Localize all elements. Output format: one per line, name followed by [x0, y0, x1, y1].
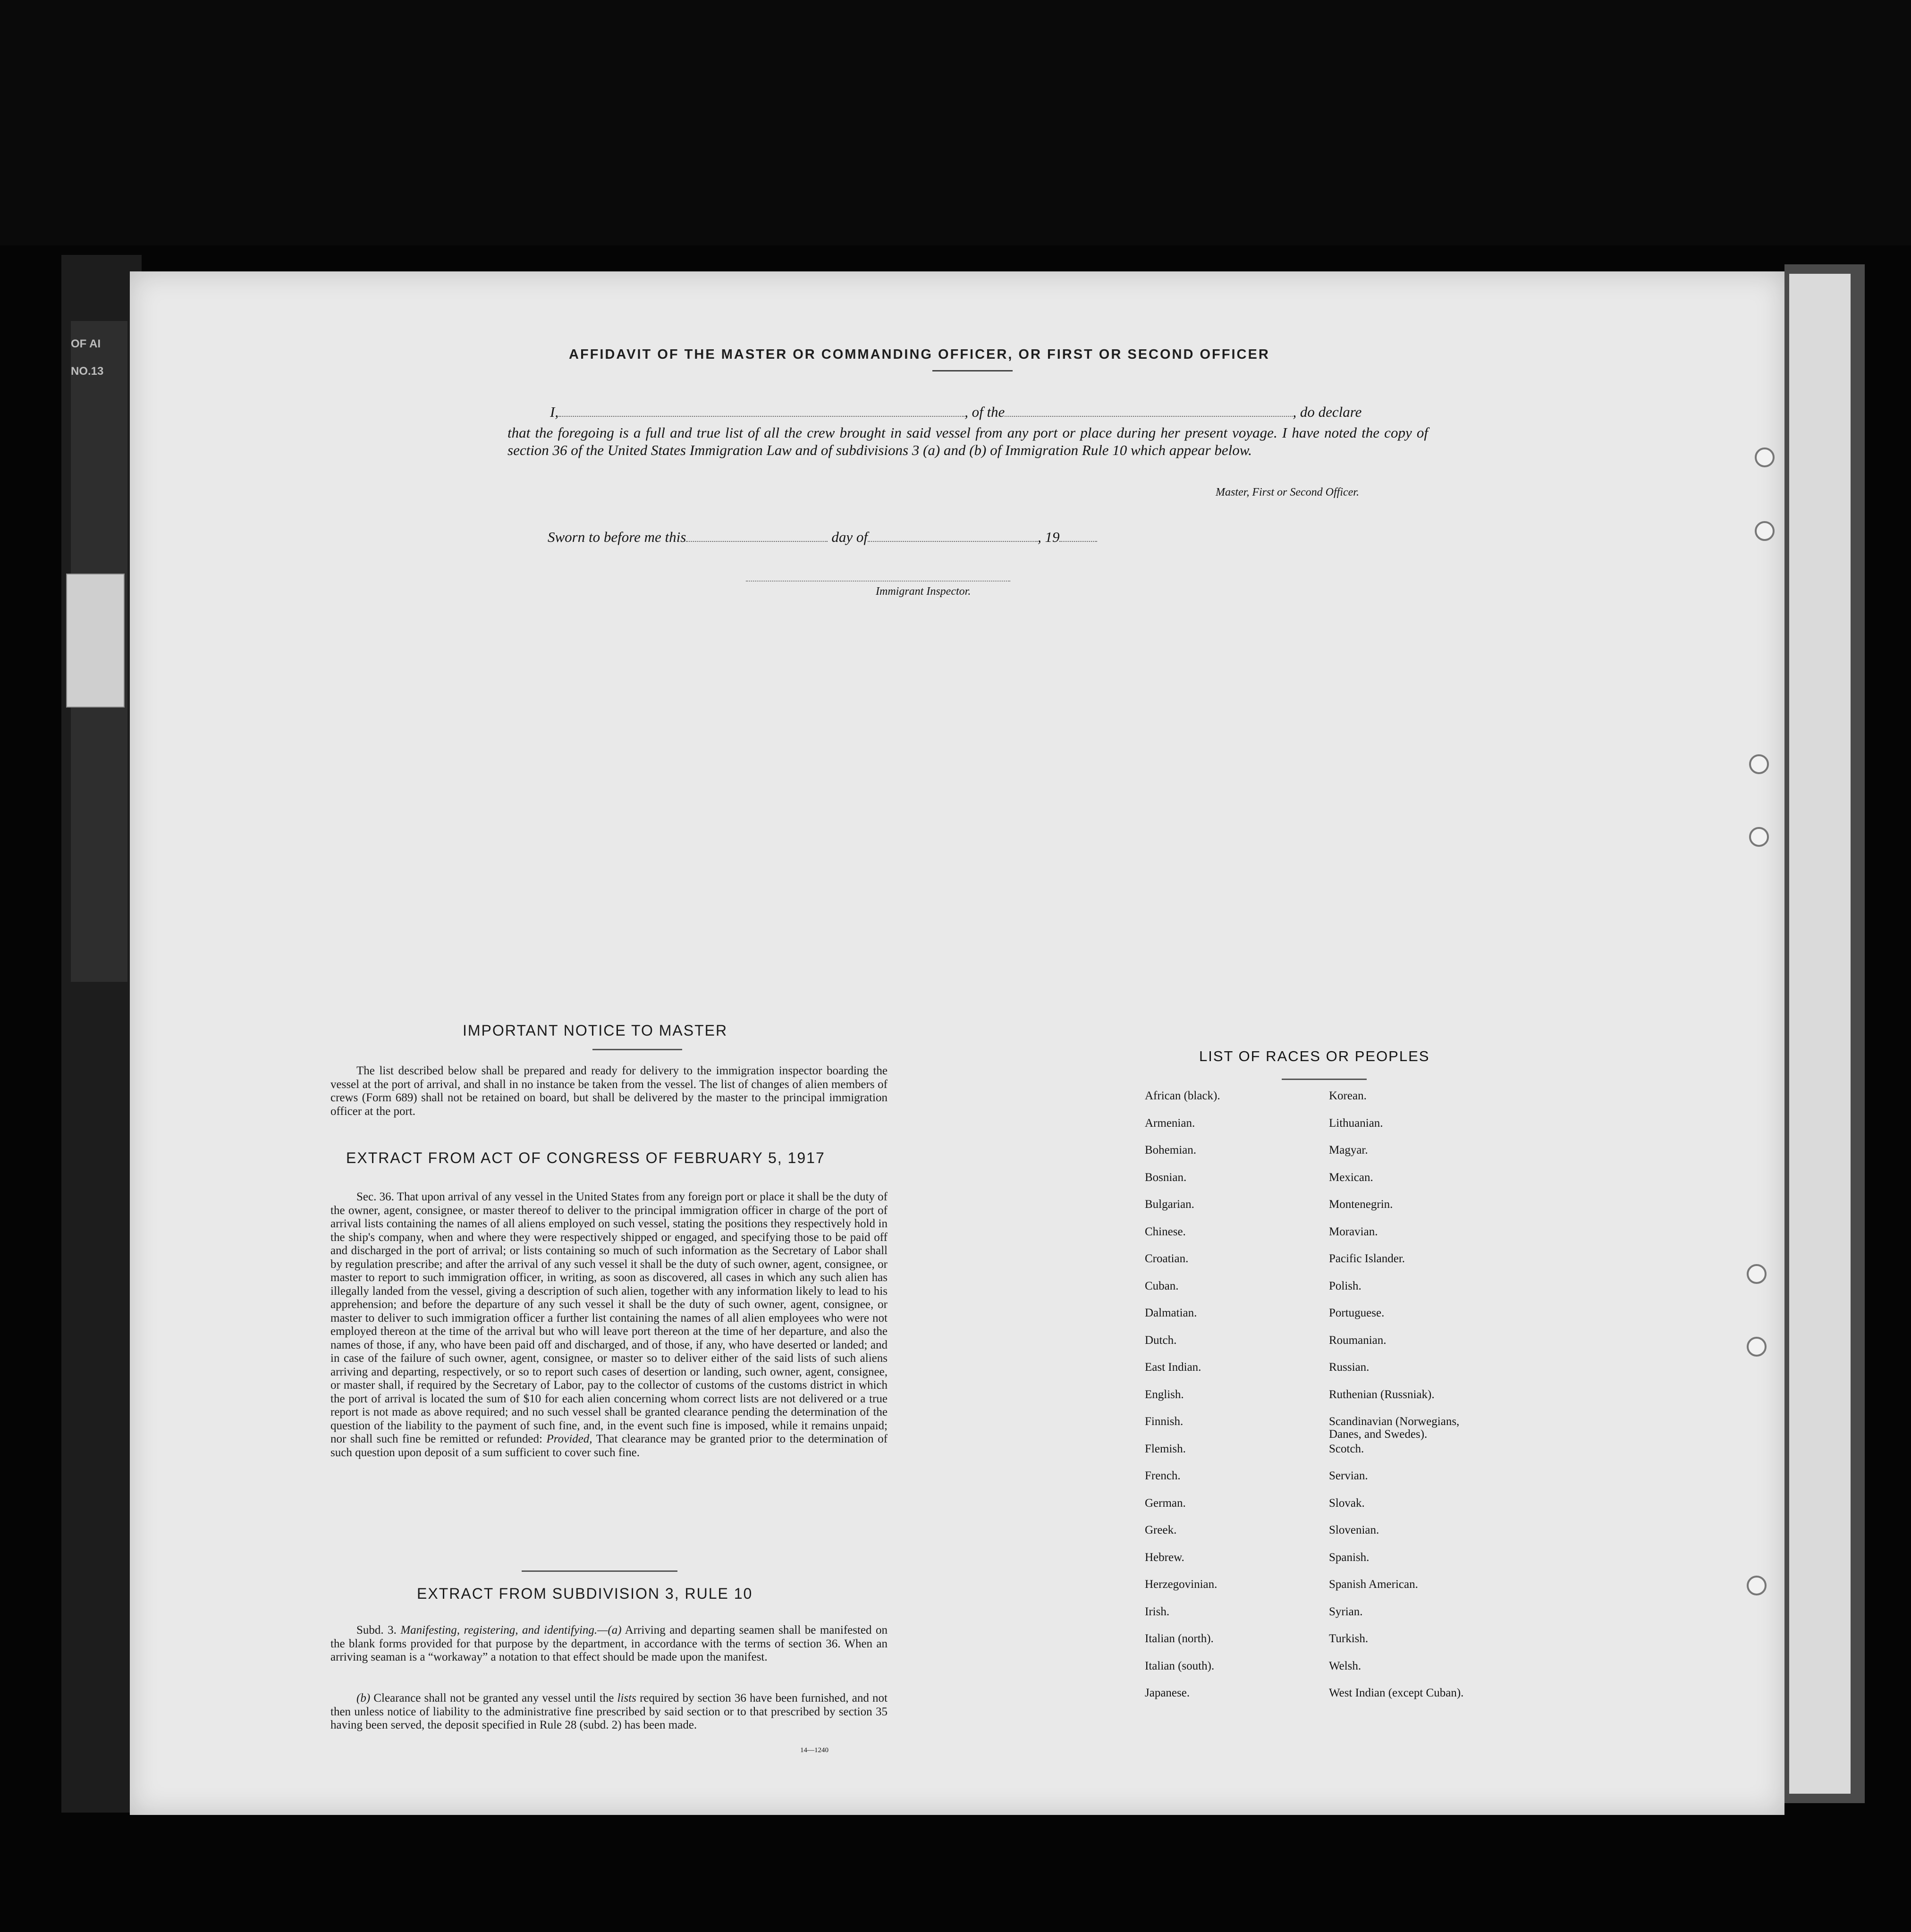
race-item: Greek.	[1145, 1524, 1177, 1536]
race-item: Bulgarian.	[1145, 1198, 1194, 1211]
race-item: Herzegovinian.	[1145, 1578, 1218, 1591]
race-item: Spanish American.	[1329, 1578, 1418, 1591]
race-item: Dutch.	[1145, 1333, 1177, 1347]
para-b-lists: lists	[617, 1692, 636, 1704]
sec-label: Sec. 36.	[356, 1190, 394, 1203]
inspector-label: Immigrant Inspector.	[876, 585, 971, 598]
race-item: Chinese.	[1145, 1225, 1186, 1238]
provided-label: Provided,	[546, 1433, 592, 1445]
act-extract-body	[330, 1190, 888, 1460]
act-body-end: That clearance may be granted prior to the determination of such question upon deposit of a sum sufficient to cover such fine.	[330, 1433, 888, 1459]
i-label: I,	[550, 404, 559, 420]
year-prefix: , 19	[1037, 529, 1060, 545]
race-item: Roumanian.	[1329, 1333, 1387, 1347]
affidavit-declaration-line	[507, 404, 1428, 421]
notice-rule	[592, 1049, 682, 1050]
act-body-text: That upon arrival of any vessel in the United States from any foreign port or place it shall be the duty of the owner, agent, consignee, or master thereof to deliver to the principal immigration officer in charge of the port of arrival lists containing the names of all aliens employed on such vessel, stating the positions they respectively hold in the ship's company, when and where they were respectively shipped or engaged, and specifying those to be paid off and discharged in the port of arrival; or lists containing so much of such information as the Secretary of Labor shall by regulation prescribe; and after the arrival of any such vessel it shall be the duty of such owner, agent, consignee, or master to report to such immigration officer, in writing, as soon as discovered, all cases in which any such alien has illegally landed from the vessel, giving a description of such alien, together with any information likely to lead to his apprehension; and before the departure of any such vessel it shall be the duty of such owner, agent, consignee, or master to deliver to such immigration officer a further list containing the names of all alien employees who were not employed thereon at the time of the arrival but who will leave port thereon at the time of her departure, and also the names of those, if any, who have been paid off and discharged, and of those, if any, who have deserted or landed; and in case of the failure of such owner, agent, consignee, or master so to deliver either of the said lists of such aliens arriving and departing, respectively, or so to report such cases of desertion or landing, such owner, agent, consignee, or master shall, if required by the Secretary of Labor, pay to the collector of customs of the customs district in which the port of arrival is located the sum of $10 for each alien concerning whom correct lists are not delivered or a true report is not made as above required; and no such vessel shall be granted clearance pending the determination of the question of the liability to the payment of such fine, and, in the event such fine is imposed, while it remains unpaid; nor shall such fine be remitted or refunded:	[330, 1190, 888, 1445]
race-item: Cuban.	[1145, 1279, 1179, 1292]
adjacent-page-line-2: NO.13	[71, 365, 104, 378]
binder-hole	[1747, 1264, 1767, 1284]
adjacent-page-line-1: OF AI	[71, 337, 101, 350]
race-item: Russian.	[1329, 1361, 1370, 1374]
notice-body: The list described below shall be prepared and ready for delivery to the immigration inspector boarding the vessel at the port of arrival, and shall in no instance be taken from the vessel. The list of changes of alien members of crews (Form 689) shall not be retained on board, but shall be delivered by the master to the principal immigration officer at the port.	[330, 1064, 888, 1118]
race-item: Welsh.	[1329, 1659, 1361, 1672]
binder-hole	[1749, 827, 1769, 847]
affidavit-title: AFFIDAVIT OF THE MASTER OR COMMANDING OFFICER, OR FIRST OR SECOND OFFICER	[569, 347, 1270, 362]
inspector-signature-line	[746, 581, 1010, 582]
affidavit-body: that the foregoing is a full and true list of all the crew brought in said vessel from any port or place during her present voyage. I have noted the copy of section 36 of the United States Immigration Law and of subdivisions 3 (a) and (b) of Immigration Rule 10 which appear below.	[507, 424, 1428, 458]
rule-extract-top-rule	[522, 1570, 677, 1572]
race-item: East Indian.	[1145, 1361, 1201, 1374]
race-item: Polish.	[1329, 1279, 1361, 1292]
race-item: African (black).	[1145, 1089, 1220, 1102]
race-item: Montenegrin.	[1329, 1198, 1393, 1211]
day-field[interactable]	[686, 529, 828, 542]
do-declare-label: , do declare	[1293, 404, 1362, 420]
para-b-text-1: Clearance shall not be granted any vessel until the	[373, 1692, 614, 1704]
year-field[interactable]	[1059, 529, 1097, 542]
of-the-label: , of the	[964, 404, 1005, 420]
binder-hole	[1755, 521, 1775, 541]
notice-title: IMPORTANT NOTICE TO MASTER	[463, 1022, 728, 1039]
b-label: (b)	[356, 1692, 371, 1704]
race-item: Moravian.	[1329, 1225, 1378, 1238]
race-item: Dalmatian.	[1145, 1307, 1197, 1319]
document-page	[130, 271, 1784, 1815]
races-rule	[1282, 1079, 1367, 1080]
race-item: Slovenian.	[1329, 1524, 1379, 1536]
race-item: Japanese.	[1145, 1687, 1190, 1699]
day-of-label: day of	[831, 529, 868, 545]
race-item: Hebrew.	[1145, 1551, 1184, 1564]
month-field[interactable]	[868, 529, 1038, 542]
signature-label: Master, First or Second Officer.	[1216, 486, 1359, 498]
binder-hole	[1747, 1337, 1767, 1357]
races-title: LIST OF RACES OR PEOPLES	[1199, 1048, 1430, 1064]
name-field[interactable]	[558, 404, 964, 417]
race-item: Syrian.	[1329, 1605, 1363, 1618]
races-left-column	[1145, 1089, 1220, 1714]
binder-hole	[1749, 754, 1769, 774]
rule-extract-title: EXTRACT FROM SUBDIVISION 3, RULE 10	[417, 1585, 753, 1602]
race-item: French.	[1145, 1469, 1181, 1482]
sworn-label: Sworn to before me this	[548, 529, 686, 545]
binder-hole	[1755, 447, 1775, 467]
rule-extract-para-b	[330, 1692, 888, 1732]
form-code: 14—1240	[800, 1746, 829, 1754]
para-b-text-2: required by section 36 have been furnished, and not then unless notice of liability to the administrative fine prescribed by said section or to that prescribed by section 35 having been served, the deposit specified in Rule 28 (subd. 2) has been made.	[330, 1692, 888, 1731]
race-item: Spanish.	[1329, 1551, 1370, 1564]
stamp-label	[66, 574, 125, 708]
race-item: Pacific Islander.	[1329, 1252, 1405, 1265]
race-item: Portuguese.	[1329, 1307, 1385, 1319]
race-item: Servian.	[1329, 1469, 1368, 1482]
act-extract-title: EXTRACT FROM ACT OF CONGRESS OF FEBRUARY 5, 1917	[346, 1149, 825, 1166]
race-item: Scotch.	[1329, 1442, 1364, 1455]
race-item: Italian (north).	[1145, 1632, 1214, 1645]
race-item: Armenian.	[1145, 1116, 1195, 1130]
sworn-line	[548, 529, 1161, 546]
affidavit-title-rule	[932, 370, 1013, 371]
race-item: Ruthenian (Russniak).	[1329, 1388, 1435, 1401]
rule-extract-para-a	[330, 1624, 888, 1664]
binder-hole	[1747, 1576, 1767, 1595]
race-item: West Indian (except Cuban).	[1329, 1687, 1464, 1699]
para-a-text: Arriving and departing seamen shall be manifested on the blank forms provided for that purpose by the department, in accordance with the terms of section 36. When an arriving seaman is a “workaway” a notation to that effect should be made upon the manifest.	[330, 1624, 888, 1663]
adjacent-page-text	[71, 330, 103, 385]
race-item: Turkish.	[1329, 1632, 1369, 1645]
race-item: Flemish.	[1145, 1442, 1186, 1455]
race-item: Mexican.	[1329, 1171, 1373, 1184]
race-item: Bosnian.	[1145, 1171, 1187, 1184]
race-item: Lithuanian.	[1329, 1116, 1383, 1130]
race-item: German.	[1145, 1496, 1186, 1510]
race-item: Irish.	[1145, 1605, 1170, 1618]
race-item: Croatian.	[1145, 1252, 1189, 1265]
race-item: Slovak.	[1329, 1496, 1365, 1510]
subd-heading: Manifesting, registering, and identifying.—(a)	[400, 1624, 622, 1637]
races-right-column	[1329, 1089, 1463, 1714]
right-adjacent-sheet-paper	[1789, 274, 1851, 1794]
race-item: Finnish.	[1145, 1415, 1184, 1428]
race-item: Scandinavian (Norwegians, Danes, and Swedes).	[1329, 1415, 1460, 1441]
race-item: Italian (south).	[1145, 1659, 1215, 1672]
race-item: Magyar.	[1329, 1144, 1368, 1156]
race-item: Bohemian.	[1145, 1144, 1197, 1156]
subd-label: Subd. 3.	[356, 1624, 397, 1637]
race-item: Korean.	[1329, 1089, 1367, 1102]
race-item: English.	[1145, 1388, 1184, 1401]
scan-background	[0, 0, 1911, 245]
vessel-field[interactable]	[1005, 404, 1293, 417]
